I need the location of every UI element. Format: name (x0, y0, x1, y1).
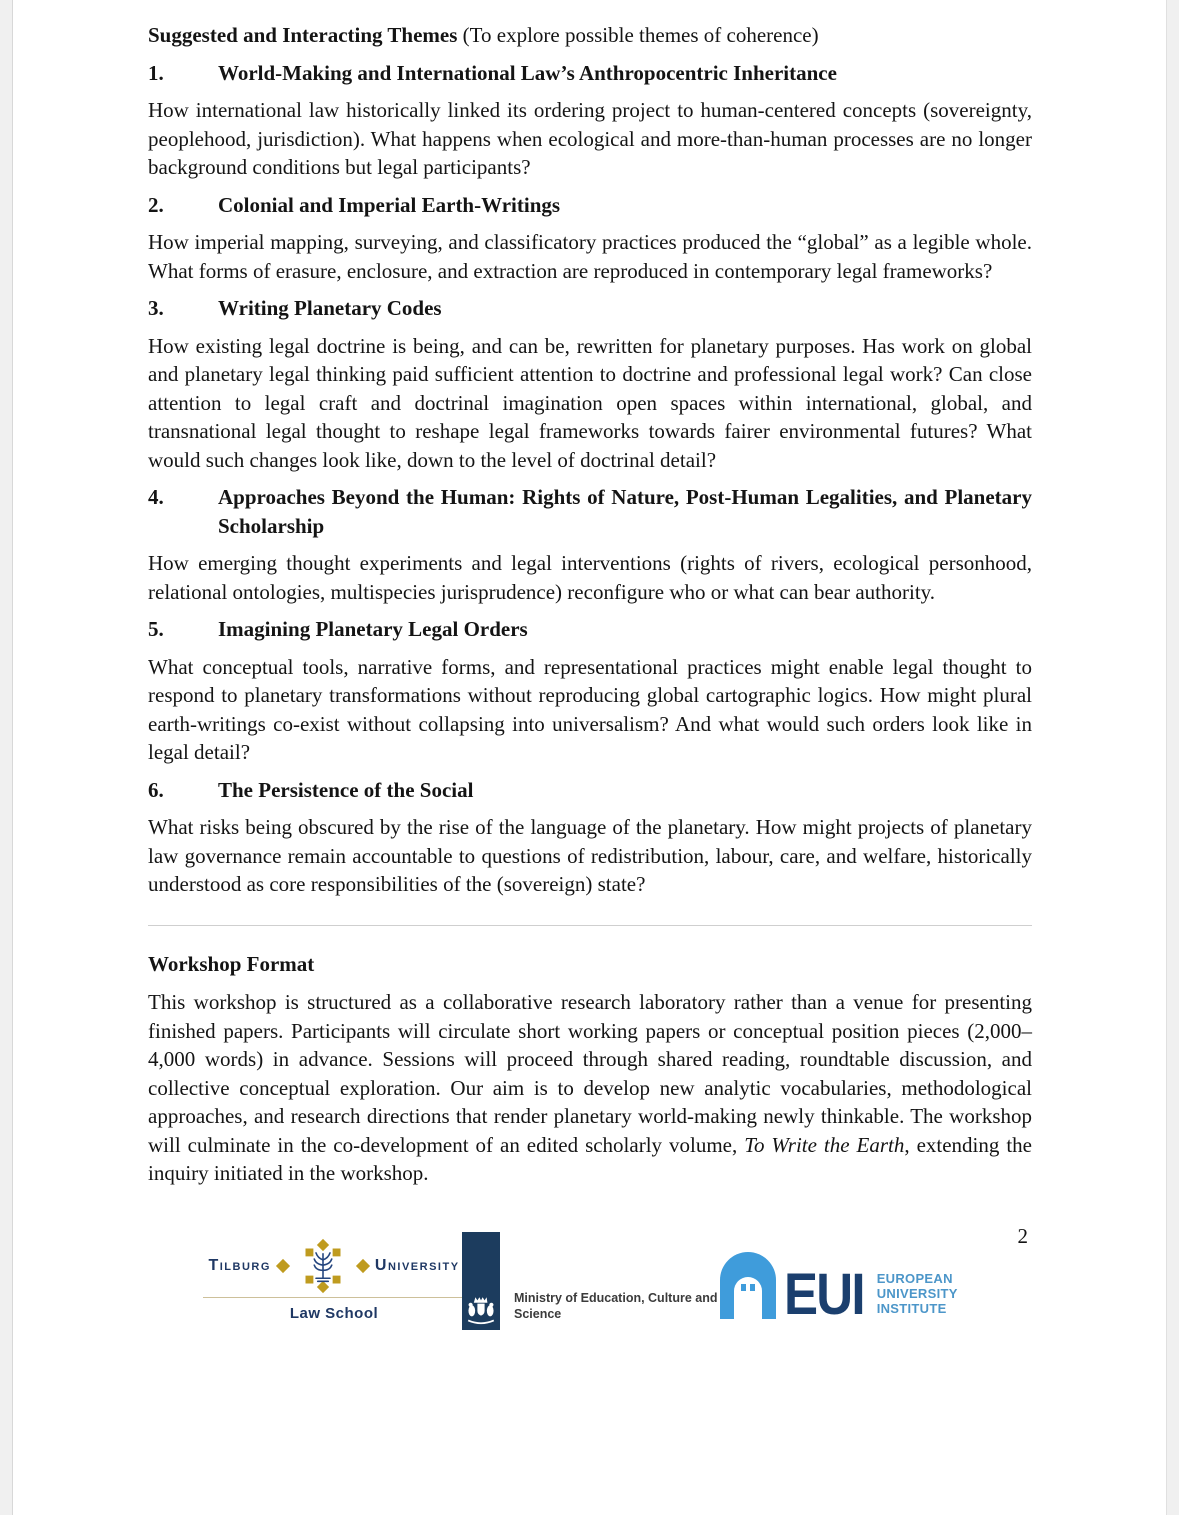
workshop-format-paragraph (148, 988, 1032, 1188)
gold-diamond-icon (356, 1258, 370, 1272)
themes-section-heading (148, 21, 1032, 50)
workshop-format-heading: Workshop Format (148, 951, 315, 976)
tilburg-word: Tilburg (208, 1256, 271, 1274)
theme-5-heading (148, 615, 1032, 644)
ministry-label (514, 1290, 717, 1330)
ministry-label-line1: Ministry of Education, Culture and (514, 1290, 718, 1305)
theme-2-heading (148, 191, 1032, 220)
eui-arch-icon (720, 1252, 776, 1319)
theme-4-title: Approaches Beyond the Human: Rights of Nature, Post-Human Legalities, and Planetary Scholarship (218, 485, 1032, 538)
document-content (148, 0, 1032, 1362)
eui-label-line1: EUROPEAN (876, 1270, 953, 1286)
theme-1-title: World-Making and International Law’s Anthropocentric Inheritance (218, 60, 837, 85)
theme-4-paragraph: How emerging thought experiments and legal interventions (rights of rivers, ecological personhood, relational ontologies, multispecies jurisprudence) reconfigure who or what can bear authority. (148, 551, 1032, 604)
theme-6-title: The Persistence of the Social (218, 777, 474, 802)
dutch-coat-of-arms-icon (465, 1295, 497, 1325)
theme-3-number: 3. (148, 296, 164, 320)
ministry-label-line2: Science (514, 1306, 562, 1321)
eui-acronym: EUI (784, 1262, 864, 1328)
theme-2-paragraph: How imperial mapping, surveying, and classificatory practices produced the “global” as a legible whole. What forms of erasure, enclosure, and extraction are reproduced in contemporary legal frameworks? (148, 230, 1032, 283)
ministry-logo (462, 1232, 717, 1330)
gold-diamond-icon (276, 1258, 290, 1272)
tilburg-emblem-icon (295, 1238, 351, 1294)
theme-5-paragraph: What conceptual tools, narrative forms, and representational practices might enable legal thought to respond to planetary transformations without reproducing global cartographic logics. How might plural earth-writings co-exist without collapsing into universalism? And what would such orders look like in legal detail? (148, 654, 1032, 764)
workshop-format-text-after: , extending the inquiry initiated in the workshop. (148, 1132, 1033, 1185)
eui-institute-label (877, 1271, 958, 1316)
theme-6-paragraph: What risks being obscured by the rise of the language of the planetary. How might projects of planetary law governance remain accountable to questions of redistribution, labour, care, and welfare, historically understood as core responsibilities of the (sovereign) state? (148, 815, 1032, 896)
right-page-gutter (1166, 0, 1179, 1515)
tilburg-law-school-label: Law School (289, 1304, 379, 1322)
tilburg-university-logo (203, 1238, 465, 1322)
page-number: 2 (1017, 1223, 1028, 1248)
theme-1-paragraph: How international law historically linked its ordering project to human-centered concepts (sovereignty, peoplehood, jurisdiction). What happens when ecological and more-than-human processes are no longer background conditions but legal participants? (148, 98, 1032, 179)
theme-6-heading (148, 776, 1032, 805)
theme-3-title: Writing Planetary Codes (218, 296, 442, 320)
workshop-format-text-before: This workshop is structured as a collaborative research laboratory rather than a venue for presenting finished papers. Participants will circulate short working papers or conceptual position pieces (2,000–4,000 words) in advance. Sessions will proceed through shared reading, roundtable discussion, and collective conceptual exploration. Our aim is to develop new analytic vocabularies, methodological approaches, and research directions that render planetary world-making newly thinkable. The workshop will culminate in the co-development of an edited scholarly volume, (148, 990, 1032, 1157)
theme-1-number: 1. (148, 60, 164, 85)
theme-4-heading (148, 483, 1032, 540)
theme-2-number: 2. (148, 192, 164, 217)
tilburg-wordmark (203, 1238, 465, 1294)
theme-3-paragraph: How existing legal doctrine is being, and can be, rewritten for planetary purposes. Has work on global and planetary legal thinking paid sufficient attention to doctrine and professional legal work? Can close attention to legal craft and doctrinal imagination open spaces within international, global, and transnational legal thought to reshape legal frameworks towards fairer environmental futures? What would such changes look like, down to the level of doctrinal detail? (148, 333, 1032, 472)
theme-2-title: Colonial and Imperial Earth-Writings (218, 192, 561, 217)
eui-window-icon (750, 1284, 755, 1291)
tilburg-logo-rule (203, 1297, 465, 1298)
eui-label-line2: UNIVERSITY (876, 1285, 958, 1301)
theme-6-number: 6. (148, 777, 164, 802)
theme-5-title: Imagining Planetary Legal Orders (218, 617, 528, 641)
ministry-banner (462, 1232, 500, 1330)
themes-heading-bold: Suggested and Interacting Themes (148, 23, 458, 47)
eui-label-line3: INSTITUTE (876, 1300, 947, 1316)
theme-5-number: 5. (148, 617, 164, 641)
page-footer (148, 1222, 1032, 1362)
theme-4-number: 4. (148, 485, 164, 509)
theme-3-heading (148, 294, 1032, 323)
volume-title-italic: To Write the Earth (744, 1132, 905, 1157)
eui-window-icon (741, 1284, 746, 1291)
document-page (13, 0, 1166, 1515)
section-divider (148, 925, 1032, 926)
left-page-gutter (0, 0, 13, 1515)
eui-arch-doorway (734, 1277, 762, 1319)
theme-1-heading (148, 59, 1032, 88)
eui-logo (720, 1252, 958, 1328)
university-word: university (374, 1256, 460, 1274)
themes-heading-note: (To explore possible themes of coherence) (457, 23, 819, 47)
